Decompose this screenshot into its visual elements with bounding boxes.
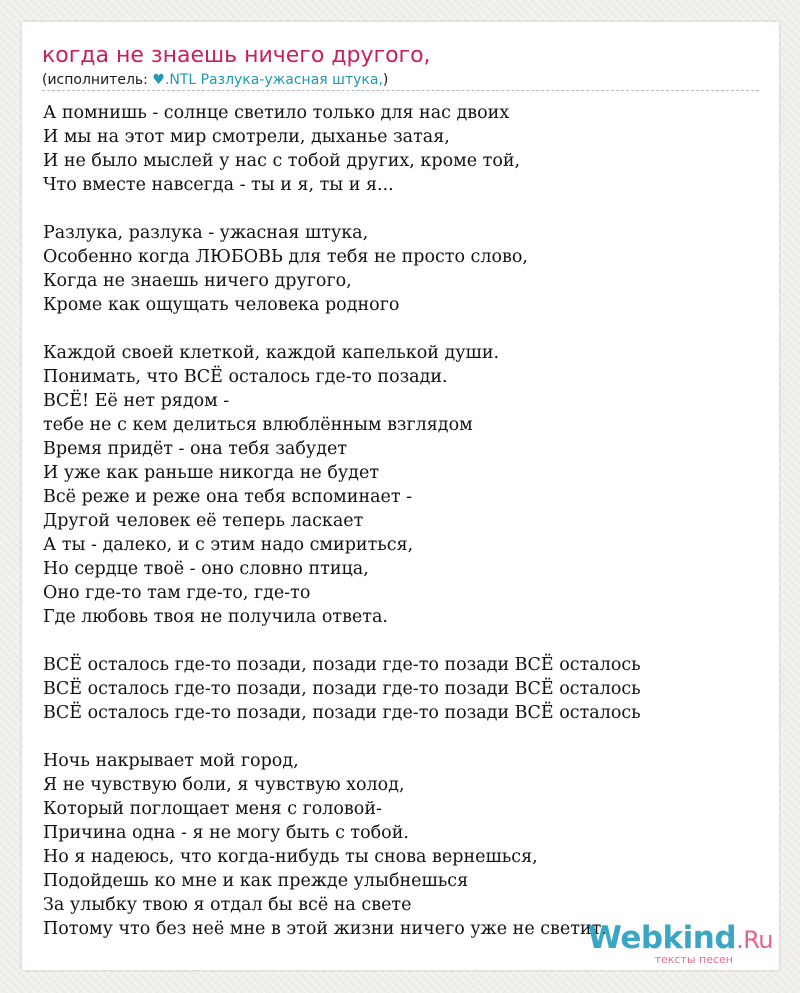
artist-line xyxy=(42,71,388,89)
artist-suffix: ) xyxy=(382,72,389,88)
lyric-line: Я не чувствую боли, я чувствую холод, xyxy=(43,775,405,795)
watermark-brand: Webkind xyxy=(587,920,737,956)
artist-name: .NTL Разлука-ужасная штука, xyxy=(164,72,383,88)
lyric-line: Где любовь твоя не получила ответа. xyxy=(43,607,388,627)
verse xyxy=(43,749,763,941)
lyric-line: Оно где-то там где-то, где-то xyxy=(43,583,311,603)
lyric-line: Причина одна - я не могу быть с тобой. xyxy=(43,823,409,843)
lyric-line: ВСЁ осталось где-то позади, позади где-то позади ВСЁ осталось xyxy=(43,655,641,675)
lyrics-card xyxy=(22,22,779,970)
artist-prefix: (исполнитель: xyxy=(42,72,153,88)
lyric-line: Но я надеюсь, что когда-нибудь ты снова вернешься, xyxy=(43,847,538,867)
header-divider xyxy=(42,90,759,91)
lyric-line: ВСЁ! Её нет рядом - xyxy=(43,391,230,411)
heart-icon: ♥ xyxy=(152,72,165,88)
lyric-line: И мы на этот мир смотрели, дыханье затая, xyxy=(43,127,450,147)
lyric-line: Потому что без неё мне в этой жизни ничего уже не светит. xyxy=(43,919,607,939)
lyric-line: тебе не с кем делиться влюблённым взглядом xyxy=(43,415,473,435)
lyric-line: Другой человек её теперь ласкает xyxy=(43,511,364,531)
watermark-tagline: тексты песен xyxy=(654,953,733,966)
lyric-line: Всё реже и реже она тебя вспоминает - xyxy=(43,487,413,507)
lyric-line: Когда не знаешь ничего другого, xyxy=(43,271,352,291)
lyric-line: И уже как раньше никогда не будет xyxy=(43,463,379,483)
verse xyxy=(43,101,763,197)
verse xyxy=(43,221,763,317)
lyrics-text xyxy=(43,101,763,965)
lyric-line: Что вместе навсегда - ты и я, ты и я... xyxy=(43,175,394,195)
lyric-line: Время придёт - она тебя забудет xyxy=(43,439,348,459)
lyric-line: Который поглощает меня с головой- xyxy=(43,799,382,819)
lyric-line: А помнишь - солнце светило только для нас двоих xyxy=(43,103,510,123)
lyric-line: ВСЁ осталось где-то позади, позади где-то позади ВСЁ осталось xyxy=(43,679,641,699)
lyric-line: Каждой своей клеткой, каждой капелькой души. xyxy=(43,343,500,363)
lyric-line: ВСЁ осталось где-то позади, позади где-то позади ВСЁ осталось xyxy=(43,703,641,723)
song-title: когда не знаешь ничего другого, xyxy=(42,43,431,68)
lyric-line: Но сердце твоё - оно словно птица, xyxy=(43,559,369,579)
verse xyxy=(43,653,763,725)
lyric-line: Особенно когда ЛЮБОВЬ для тебя не просто слово, xyxy=(43,247,528,267)
artist-link[interactable] xyxy=(152,72,383,88)
lyric-line: Подойдешь ко мне и как прежде улыбнешься xyxy=(43,871,469,891)
lyric-line: И не было мыслей у нас с тобой других, кроме той, xyxy=(43,151,521,171)
lyric-line: За улыбку твою я отдал бы всё на свете xyxy=(43,895,412,915)
watermark-domain: .Ru xyxy=(736,926,773,954)
lyric-line: Разлука, разлука - ужасная штука, xyxy=(43,223,369,243)
lyric-line: Кроме как ощущать человека родного xyxy=(43,295,400,315)
verse xyxy=(43,341,763,629)
lyric-line: А ты - далеко, и с этим надо смириться, xyxy=(43,535,414,555)
lyric-line: Понимать, что ВСЁ осталось где-то позади. xyxy=(43,367,448,387)
lyric-line: Ночь накрывает мой город, xyxy=(43,751,299,771)
